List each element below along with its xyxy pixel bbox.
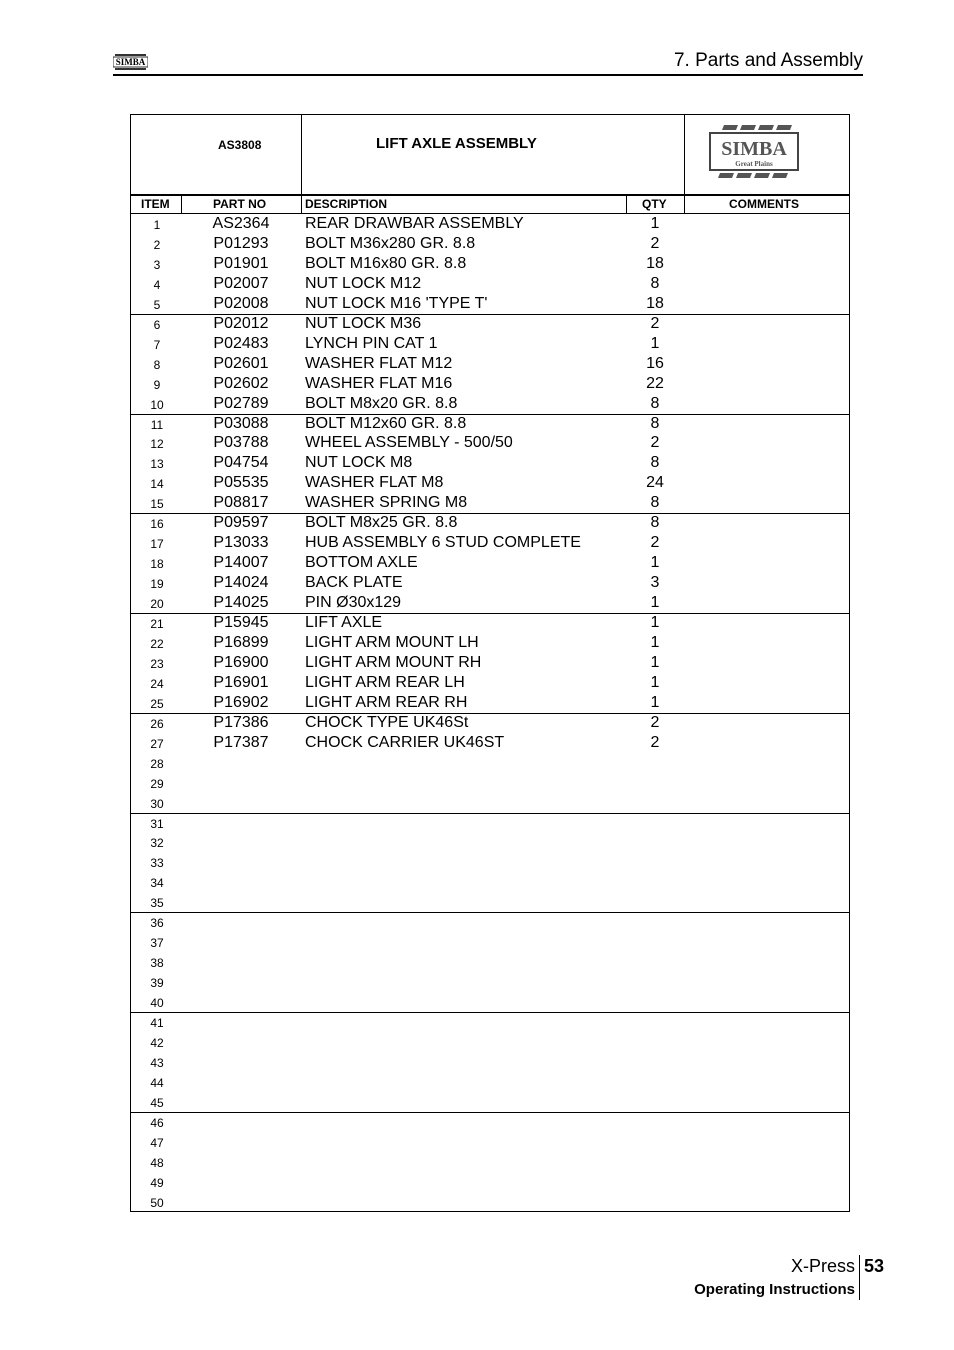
table-row: [131, 852, 849, 872]
table-row: [131, 1052, 849, 1072]
description: HUB ASSEMBLY 6 STUD COMPLETE: [305, 534, 581, 552]
header-rule: [131, 194, 849, 196]
svg-text:Great Plains: Great Plains: [735, 160, 773, 168]
item-number: 27: [150, 736, 164, 751]
description: LIGHT ARM REAR LH: [305, 673, 465, 691]
col-comments: COMMENTS: [729, 197, 799, 211]
part-number: P03088: [213, 414, 269, 432]
part-number: P17387: [213, 733, 269, 751]
table-row: [131, 493, 849, 513]
item-number: 15: [150, 497, 164, 512]
table-row: [131, 713, 849, 733]
quantity: 1: [650, 334, 660, 352]
table-row: [131, 1132, 849, 1152]
part-number: P09597: [213, 514, 269, 532]
item-number: 16: [150, 517, 164, 532]
item-number: 42: [150, 1035, 164, 1050]
simba-header-logo: [113, 54, 148, 73]
svg-text:SIMBA: SIMBA: [721, 138, 787, 160]
description: WASHER FLAT M12: [305, 354, 453, 372]
table-row: [131, 892, 849, 912]
description: BOLT M16x80 GR. 8.8: [305, 254, 467, 272]
table-row: [131, 912, 849, 932]
part-number: P15945: [213, 614, 269, 631]
table-row: [131, 214, 849, 234]
quantity: 2: [650, 534, 660, 552]
item-number: 34: [150, 876, 164, 891]
description: BOLT M12x60 GR. 8.8: [305, 414, 467, 432]
part-number: P02601: [213, 354, 269, 372]
table-row: [131, 274, 849, 294]
item-number: 41: [150, 1016, 164, 1030]
item-number: 44: [150, 1075, 164, 1090]
item-number: 38: [150, 956, 164, 971]
item-number: 35: [150, 896, 164, 911]
description: BOLT M36x280 GR. 8.8: [305, 234, 476, 252]
item-number: 1: [153, 218, 161, 232]
quantity: 2: [650, 234, 660, 252]
part-number: AS2364: [212, 215, 270, 232]
description: BOLT M8x20 GR. 8.8: [305, 394, 458, 412]
item-number: 39: [150, 976, 164, 991]
table-row: [131, 513, 849, 533]
doc-type: Operating Instructions: [694, 1281, 855, 1298]
quantity: 8: [650, 274, 660, 292]
quantity: 8: [650, 414, 660, 432]
table-row: [131, 972, 849, 992]
quantity: 1: [650, 673, 660, 691]
quantity: 18: [646, 294, 664, 312]
table-row: [131, 793, 849, 813]
description: WASHER SPRING M8: [305, 494, 468, 512]
part-number: P02602: [213, 374, 269, 392]
col-description: DESCRIPTION: [305, 197, 388, 211]
item-number: 17: [150, 537, 164, 552]
quantity: 1: [650, 215, 660, 232]
page-number: 53: [864, 1256, 885, 1276]
part-number: P01293: [213, 234, 269, 252]
item-number: 13: [150, 457, 164, 472]
table-row: [131, 952, 849, 972]
assembly-code: AS3808: [218, 138, 262, 152]
quantity: 1: [650, 653, 660, 671]
table-row: [131, 254, 849, 274]
description: LIGHT ARM MOUNT RH: [305, 653, 482, 671]
table-row: [131, 1032, 849, 1052]
quantity: 2: [650, 314, 660, 332]
part-number: P14007: [213, 554, 269, 572]
table-row: [131, 453, 849, 473]
quantity: 8: [650, 514, 660, 532]
part-number: P14025: [213, 594, 269, 612]
divider: [301, 115, 302, 214]
quantity: 8: [650, 454, 660, 472]
item-number: 36: [150, 916, 164, 931]
item-number: 22: [150, 636, 164, 651]
item-number: 20: [150, 597, 164, 612]
table-row: [131, 1092, 849, 1112]
part-number: P08817: [213, 494, 269, 512]
part-number: P16901: [213, 673, 269, 691]
table-row: [131, 813, 849, 833]
table-row: [131, 693, 849, 713]
item-number: 26: [150, 716, 164, 731]
part-number: P02012: [213, 314, 269, 332]
description: REAR DRAWBAR ASSEMBLY: [305, 215, 524, 232]
table-row: [131, 992, 849, 1012]
col-item: ITEM: [141, 197, 170, 211]
part-number: P02008: [213, 294, 269, 312]
description: NUT LOCK M12: [305, 274, 422, 292]
table-row: [131, 673, 849, 693]
table-row: [131, 334, 849, 354]
table-row: [131, 653, 849, 673]
part-number: P17386: [213, 713, 269, 731]
item-number: 12: [150, 437, 164, 452]
part-number: P03788: [213, 434, 269, 452]
description: NUT LOCK M36: [305, 314, 422, 332]
quantity: 8: [650, 394, 660, 412]
item-number: 3: [153, 257, 161, 272]
divider: [626, 195, 627, 214]
table-row: [131, 553, 849, 573]
item-number: 10: [150, 397, 164, 412]
item-number: 8: [153, 357, 161, 372]
item-number: 21: [150, 617, 164, 631]
item-number: 6: [153, 317, 161, 332]
part-number: P05535: [213, 474, 269, 492]
description: BOTTOM AXLE: [305, 554, 418, 572]
item-number: 31: [150, 816, 164, 831]
quantity: 22: [646, 374, 664, 392]
description: BACK PLATE: [305, 574, 403, 592]
quantity: 1: [650, 594, 660, 612]
item-number: 5: [153, 297, 161, 312]
item-number: 24: [150, 676, 164, 691]
table-row: [131, 1152, 849, 1172]
part-number: P02789: [213, 394, 269, 412]
part-number: P04754: [213, 454, 269, 472]
table-row: [131, 374, 849, 394]
table-row: [131, 932, 849, 952]
item-number: 37: [150, 936, 164, 951]
table-row: [131, 354, 849, 374]
section-title: 7. Parts and Assembly: [673, 50, 863, 71]
table-row: [131, 1012, 849, 1032]
description: CHOCK TYPE UK46St: [305, 713, 469, 731]
table-row: [131, 414, 849, 434]
quantity: 2: [650, 434, 660, 452]
part-number: P16900: [213, 653, 269, 671]
part-number: P14024: [213, 574, 269, 592]
table-row: [131, 613, 849, 633]
item-number: 48: [150, 1155, 164, 1170]
description: NUT LOCK M8: [305, 454, 413, 472]
item-number: 29: [150, 776, 164, 791]
item-number: 19: [150, 577, 164, 592]
quantity: 1: [650, 633, 660, 651]
description: PIN Ø30x129: [305, 594, 402, 612]
item-number: 50: [150, 1195, 164, 1210]
quantity: 1: [650, 554, 660, 572]
divider: [181, 195, 182, 214]
description: LIGHT ARM REAR RH: [305, 693, 468, 711]
description: LIFT AXLE: [305, 614, 383, 631]
table-row: [131, 1192, 849, 1212]
table-row: [131, 573, 849, 593]
quantity: 8: [650, 494, 660, 512]
description: LIGHT ARM MOUNT LH: [305, 633, 479, 651]
part-number: P01901: [213, 254, 269, 272]
table-row: [131, 753, 849, 773]
description: WHEEL ASSEMBLY - 500/50: [305, 434, 513, 452]
table-row: [131, 314, 849, 334]
part-number: P16899: [213, 633, 269, 651]
col-part-no: PART NO: [213, 197, 267, 211]
table-row: [131, 234, 849, 254]
item-number: 33: [150, 856, 164, 871]
table-row: [131, 773, 849, 793]
quantity: 24: [646, 474, 664, 492]
item-number: 49: [150, 1175, 164, 1190]
simba-logo: [708, 125, 800, 179]
table-row: [131, 832, 849, 852]
table-row: [131, 1072, 849, 1092]
quantity: 16: [646, 354, 664, 372]
quantity: 2: [650, 713, 660, 731]
table-row: [131, 1172, 849, 1192]
divider: [684, 115, 685, 214]
part-number: P16902: [213, 693, 269, 711]
item-number: 46: [150, 1115, 164, 1130]
item-number: 14: [150, 477, 164, 492]
item-number: 4: [153, 277, 161, 292]
item-number: 43: [150, 1055, 164, 1070]
table-row: [131, 872, 849, 892]
product-name: X-Press: [790, 1256, 855, 1276]
item-number: 11: [150, 417, 164, 432]
part-number: P02007: [213, 274, 269, 292]
description: WASHER FLAT M8: [305, 474, 444, 492]
part-number: P13033: [213, 534, 269, 552]
table-row: [131, 533, 849, 553]
description: CHOCK CARRIER UK46ST: [305, 733, 505, 751]
footer-divider: [859, 1255, 860, 1300]
table-row: [131, 473, 849, 493]
table-row: [131, 294, 849, 314]
col-qty: QTY: [642, 197, 667, 211]
quantity: 3: [650, 574, 660, 592]
parts-table: [130, 114, 850, 1212]
table-row: [131, 733, 849, 753]
svg-text:SIMBA: SIMBA: [115, 57, 146, 67]
table-row: [131, 593, 849, 613]
quantity: 2: [650, 733, 660, 751]
header-rule: [113, 74, 863, 76]
description: BOLT M8x25 GR. 8.8: [305, 514, 458, 532]
table-row: [131, 1112, 849, 1132]
description: NUT LOCK M16 'TYPE T': [305, 294, 488, 312]
table-row: [131, 394, 849, 414]
item-number: 25: [150, 696, 164, 711]
quantity: 1: [650, 614, 660, 631]
assembly-title: LIFT AXLE ASSEMBLY: [376, 135, 537, 152]
item-number: 45: [150, 1095, 164, 1110]
table-row: [131, 433, 849, 453]
quantity: 18: [646, 254, 664, 272]
item-number: 2: [153, 237, 161, 252]
description: WASHER FLAT M16: [305, 374, 453, 392]
item-number: 9: [153, 377, 161, 392]
item-number: 18: [150, 557, 164, 572]
item-number: 30: [150, 796, 164, 811]
item-number: 7: [153, 337, 161, 352]
item-number: 28: [150, 756, 164, 771]
item-number: 40: [150, 996, 164, 1011]
table-row: [131, 633, 849, 653]
item-number: 47: [150, 1135, 164, 1150]
item-number: 23: [150, 656, 164, 671]
quantity: 1: [650, 693, 660, 711]
part-number: P02483: [213, 334, 269, 352]
item-number: 32: [150, 836, 164, 851]
description: LYNCH PIN CAT 1: [305, 334, 438, 352]
